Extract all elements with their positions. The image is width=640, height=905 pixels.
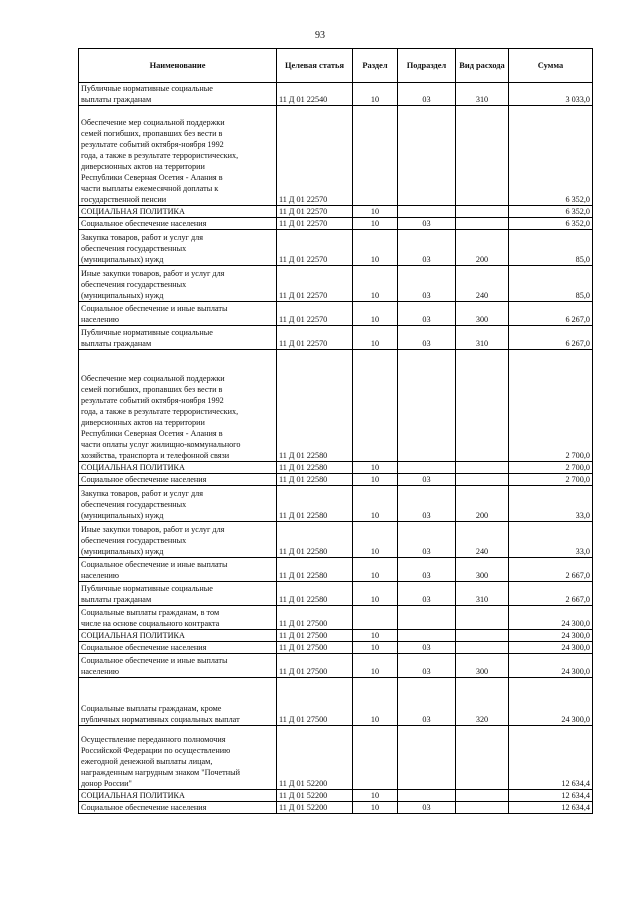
row-target-article-cell: 11 Д 01 22580 [277,558,353,582]
row-name-cell: Закупка товаров, работ и услуг для обеспечения государственных (муниципальных) нужд [79,486,277,522]
row-section-cell: 10 [353,462,398,474]
row-name-cell: Осуществление переданного полномочия Российской Федерации по осуществлению ежегодной денежной выплаты лицам, награжденным нагрудным знаком "Почетный донор России" [79,726,277,790]
row-sum-cell: 24 300,0 [509,630,593,642]
row-expense-type-cell: 200 [456,486,509,522]
row-section-cell: 10 [353,486,398,522]
row-subsection-cell [398,106,456,206]
row-subsection-cell: 03 [398,230,456,266]
header-subsection: Подраздел [398,49,456,83]
row-subsection-cell: 03 [398,474,456,486]
table-row [79,106,593,206]
row-sum-cell: 2 667,0 [509,582,593,606]
row-sum-cell: 2 667,0 [509,558,593,582]
row-subsection-cell: 03 [398,582,456,606]
row-section-cell: 10 [353,83,398,106]
row-expense-type-cell: 310 [456,582,509,606]
row-name-cell: Обеспечение мер социальной поддержки семей погибших, пропавших без вести в результате событий октября-ноября 1992 года, а также в результате террористических, диверсионных актов на территории Республики Северная Осетия - Алания в части выплаты ежемесячной доплаты к государственной пенсии [79,106,277,206]
row-sum-cell: 24 300,0 [509,678,593,726]
row-sum-cell: 2 700,0 [509,350,593,462]
row-section-cell: 10 [353,642,398,654]
table-row [79,630,593,642]
row-target-article-cell: 11 Д 01 27500 [277,606,353,630]
row-target-article-cell: 11 Д 01 22570 [277,106,353,206]
row-section-cell: 10 [353,302,398,326]
row-expense-type-cell [456,802,509,814]
table-row [79,642,593,654]
row-target-article-cell: 11 Д 01 22570 [277,230,353,266]
row-expense-type-cell: 300 [456,302,509,326]
row-expense-type-cell [456,474,509,486]
row-sum-cell: 6 267,0 [509,302,593,326]
header-expense-type: Вид расхода [456,49,509,83]
row-name-cell: Обеспечение мер социальной поддержки семей погибших, пропавших без вести в результате событий октября-ноября 1992 года, а также в результате террористических, диверсионных актов на территории Республики Северная Осетия - Алания в части оплаты услуг жилищно-коммунального хозяйства, транспорта и телефонной связи [79,350,277,462]
row-target-article-cell: 11 Д 01 22570 [277,266,353,302]
row-expense-type-cell [456,462,509,474]
row-subsection-cell [398,350,456,462]
row-sum-cell: 24 300,0 [509,642,593,654]
row-sum-cell: 6 352,0 [509,206,593,218]
row-expense-type-cell [456,218,509,230]
table-row [79,522,593,558]
row-subsection-cell: 03 [398,326,456,350]
table-row [79,486,593,522]
row-section-cell: 10 [353,582,398,606]
row-subsection-cell: 03 [398,654,456,678]
row-section-cell: 10 [353,206,398,218]
row-target-article-cell: 11 Д 01 22580 [277,522,353,558]
row-section-cell [353,106,398,206]
row-section-cell: 10 [353,230,398,266]
row-name-cell: СОЦИАЛЬНАЯ ПОЛИТИКА [79,790,277,802]
budget-table [78,48,593,814]
row-section-cell: 10 [353,802,398,814]
table-row [79,218,593,230]
row-subsection-cell: 03 [398,266,456,302]
row-target-article-cell: 11 Д 01 22580 [277,474,353,486]
row-target-article-cell: 11 Д 01 22570 [277,302,353,326]
row-name-cell: Публичные нормативные социальные выплаты гражданам [79,83,277,106]
row-sum-cell: 6 352,0 [509,106,593,206]
table-row [79,558,593,582]
row-section-cell: 10 [353,630,398,642]
row-section-cell: 10 [353,678,398,726]
table-row [79,654,593,678]
row-expense-type-cell [456,726,509,790]
row-name-cell: Социальное обеспечение и иные выплаты населению [79,558,277,582]
row-subsection-cell [398,726,456,790]
row-target-article-cell: 11 Д 01 22580 [277,486,353,522]
row-section-cell: 10 [353,522,398,558]
row-expense-type-cell: 240 [456,266,509,302]
row-section-cell: 10 [353,474,398,486]
row-subsection-cell: 03 [398,802,456,814]
row-name-cell: Иные закупки товаров, работ и услуг для обеспечения государственных (муниципальных) нужд [79,522,277,558]
row-target-article-cell: 11 Д 01 27500 [277,678,353,726]
row-sum-cell: 85,0 [509,266,593,302]
row-expense-type-cell [456,790,509,802]
row-sum-cell: 12 634,4 [509,726,593,790]
row-name-cell: СОЦИАЛЬНАЯ ПОЛИТИКА [79,630,277,642]
row-expense-type-cell [456,106,509,206]
row-name-cell: Публичные нормативные социальные выплаты гражданам [79,326,277,350]
row-expense-type-cell [456,606,509,630]
header-target-article: Целевая статья [277,49,353,83]
table-row [79,350,593,462]
row-expense-type-cell: 300 [456,558,509,582]
row-section-cell [353,350,398,462]
table-row [79,462,593,474]
header-name: Наименование [79,49,277,83]
row-sum-cell: 2 700,0 [509,474,593,486]
row-subsection-cell: 03 [398,678,456,726]
row-section-cell: 10 [353,218,398,230]
row-section-cell [353,606,398,630]
row-subsection-cell: 03 [398,486,456,522]
row-target-article-cell: 11 Д 01 22580 [277,462,353,474]
header-sum: Сумма [509,49,593,83]
row-expense-type-cell: 240 [456,522,509,558]
row-subsection-cell: 03 [398,302,456,326]
row-subsection-cell [398,630,456,642]
table-row [79,326,593,350]
table-row [79,206,593,218]
row-name-cell: СОЦИАЛЬНАЯ ПОЛИТИКА [79,206,277,218]
row-name-cell: Социальное обеспечение и иные выплаты населению [79,302,277,326]
row-sum-cell: 33,0 [509,522,593,558]
row-expense-type-cell [456,350,509,462]
table-row [79,302,593,326]
row-section-cell: 10 [353,654,398,678]
table-row [79,230,593,266]
row-target-article-cell: 11 Д 01 27500 [277,654,353,678]
row-section-cell: 10 [353,266,398,302]
row-name-cell: Социальные выплаты гражданам, кроме публичных нормативных социальных выплат [79,678,277,726]
row-target-article-cell: 11 Д 01 22570 [277,326,353,350]
row-subsection-cell [398,790,456,802]
row-name-cell: Социальное обеспечение населения [79,474,277,486]
row-name-cell: Социальное обеспечение населения [79,218,277,230]
row-target-article-cell: 11 Д 01 22570 [277,206,353,218]
table-row [79,678,593,726]
row-target-article-cell: 11 Д 01 27500 [277,630,353,642]
row-section-cell: 10 [353,326,398,350]
table-header-row [79,49,593,83]
row-subsection-cell: 03 [398,558,456,582]
row-sum-cell: 3 033,0 [509,83,593,106]
row-target-article-cell: 11 Д 01 22540 [277,83,353,106]
header-section: Раздел [353,49,398,83]
row-section-cell: 10 [353,558,398,582]
row-sum-cell: 85,0 [509,230,593,266]
row-subsection-cell: 03 [398,218,456,230]
row-expense-type-cell [456,206,509,218]
row-subsection-cell [398,606,456,630]
row-expense-type-cell: 310 [456,83,509,106]
row-target-article-cell: 11 Д 01 27500 [277,642,353,654]
row-target-article-cell: 11 Д 01 22580 [277,582,353,606]
row-sum-cell: 6 267,0 [509,326,593,350]
row-sum-cell: 24 300,0 [509,606,593,630]
row-sum-cell: 12 634,4 [509,802,593,814]
row-expense-type-cell: 310 [456,326,509,350]
row-expense-type-cell: 300 [456,654,509,678]
row-name-cell: Социальное обеспечение населения [79,642,277,654]
table-row [79,474,593,486]
row-section-cell [353,726,398,790]
row-target-article-cell: 11 Д 01 52200 [277,790,353,802]
row-name-cell: СОЦИАЛЬНАЯ ПОЛИТИКА [79,462,277,474]
row-expense-type-cell [456,642,509,654]
row-subsection-cell: 03 [398,642,456,654]
row-sum-cell: 6 352,0 [509,218,593,230]
table-row [79,790,593,802]
table-row [79,802,593,814]
row-name-cell: Социальное обеспечение населения [79,802,277,814]
row-name-cell: Иные закупки товаров, работ и услуг для обеспечения государственных (муниципальных) нужд [79,266,277,302]
row-name-cell: Социальное обеспечение и иные выплаты населению [79,654,277,678]
row-target-article-cell: 11 Д 01 22570 [277,218,353,230]
row-sum-cell: 12 634,4 [509,790,593,802]
row-name-cell: Закупка товаров, работ и услуг для обеспечения государственных (муниципальных) нужд [79,230,277,266]
row-expense-type-cell [456,630,509,642]
row-expense-type-cell: 320 [456,678,509,726]
row-expense-type-cell: 200 [456,230,509,266]
page-number: 93 [315,30,325,41]
row-name-cell: Публичные нормативные социальные выплаты гражданам [79,582,277,606]
row-subsection-cell [398,206,456,218]
table-row [79,266,593,302]
row-name-cell: Социальные выплаты гражданам, в том числе на основе социального контракта [79,606,277,630]
table-row [79,83,593,106]
row-target-article-cell: 11 Д 01 22580 [277,350,353,462]
row-target-article-cell: 11 Д 01 52200 [277,802,353,814]
table-row [79,606,593,630]
row-target-article-cell: 11 Д 01 52200 [277,726,353,790]
row-sum-cell: 24 300,0 [509,654,593,678]
row-sum-cell: 33,0 [509,486,593,522]
row-sum-cell: 2 700,0 [509,462,593,474]
row-subsection-cell [398,462,456,474]
row-subsection-cell: 03 [398,83,456,106]
row-section-cell: 10 [353,790,398,802]
table-row [79,726,593,790]
table-row [79,582,593,606]
row-subsection-cell: 03 [398,522,456,558]
